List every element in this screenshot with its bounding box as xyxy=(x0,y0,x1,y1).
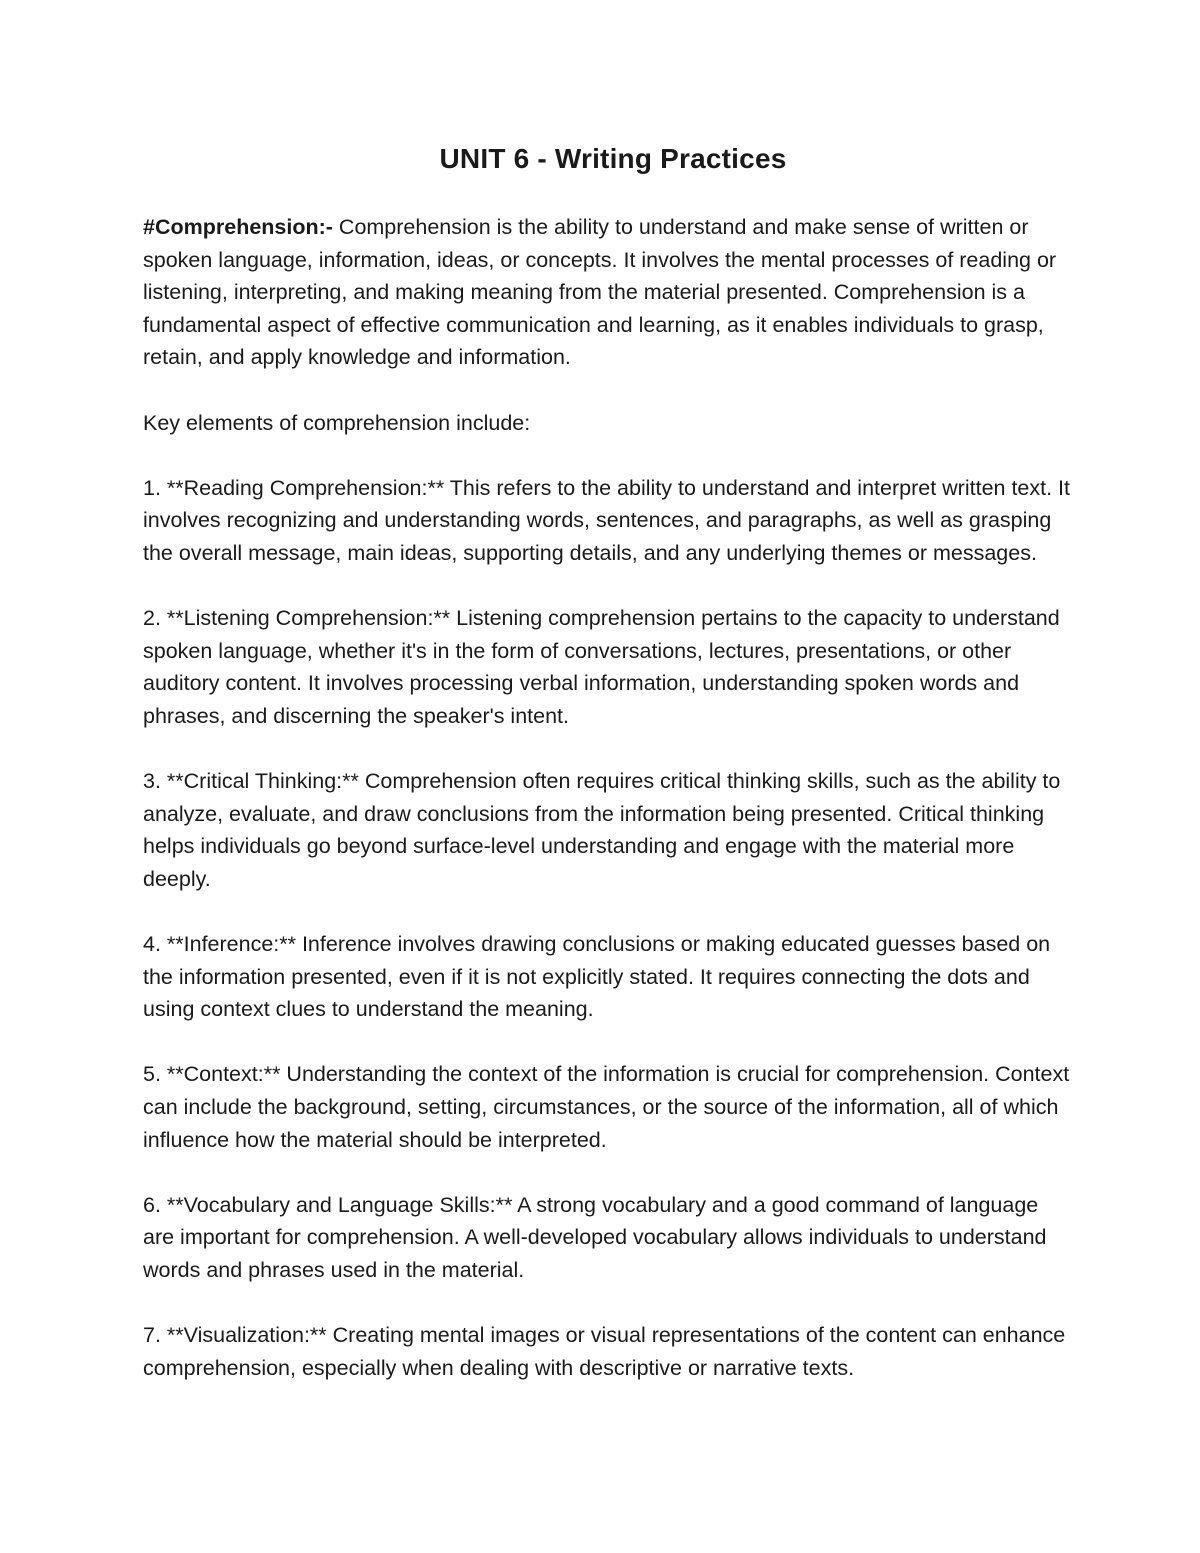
list-item-vocabulary: 6. **Vocabulary and Language Skills:** A strong vocabulary and a good command of language are important for comprehension. A well-developed vocabulary allows individuals to understand words and phrases used in the material. xyxy=(143,1192,1047,1282)
list-item-critical-thinking: 3. **Critical Thinking:** Comprehension often requires critical thinking skills, such as the ability to analyze, evaluate, and draw conclusions from the information being presented. Critical thinking helps individuals go beyond surface-level understanding and engage with the material more deeply. xyxy=(143,769,1061,891)
intro-text: Comprehension is the ability to understand and make sense of written or spoken language, information, ideas, or concepts. It involves the mental processes of reading or listening, interpreting, and making meaning from the material presented. Comprehension is a fundamental aspect of effective communication and learning, as it enables individuals to grasp, retain, and apply knowledge and information. xyxy=(143,215,1057,370)
key-elements-heading: Key elements of comprehension include: xyxy=(143,410,531,435)
list-item-visualization: 7. **Visualization:** Creating mental images or visual representations of the content can enhance comprehension, especially when dealing with descriptive or narrative texts. xyxy=(143,1323,1066,1380)
list-item-reading-comprehension: 1. **Reading Comprehension:** This refers to the ability to understand and interpret written text. It involves recognizing and understanding words, sentences, and paragraphs, as well as grasping the overall message, main ideas, supporting details, and any underlying themes or messages. xyxy=(143,475,1070,565)
document-title: UNIT 6 - Writing Practices xyxy=(439,143,787,174)
list-item-listening-comprehension: 2. **Listening Comprehension:** Listening comprehension pertains to the capacity to understand spoken language, whether it's in the form of conversations, lectures, presentations, or other auditory content. It involves processing verbal information, understanding spoken words and phrases, and discerning the speaker's intent. xyxy=(143,606,1060,728)
list-item-inference: 4. **Inference:** Inference involves drawing conclusions or making educated guesses based on the information presented, even if it is not explicitly stated. It requires connecting the dots and using context clues to understand the meaning. xyxy=(143,932,1051,1022)
list-item-context: 5. **Context:** Understanding the context of the information is crucial for comprehension. Context can include the background, setting, circumstances, or the source of the information, all of which influence how the material should be interpreted. xyxy=(143,1062,1070,1152)
document-body xyxy=(143,211,1073,1384)
intro-term: #Comprehension:- xyxy=(143,215,333,239)
intro-paragraph xyxy=(143,211,1073,374)
